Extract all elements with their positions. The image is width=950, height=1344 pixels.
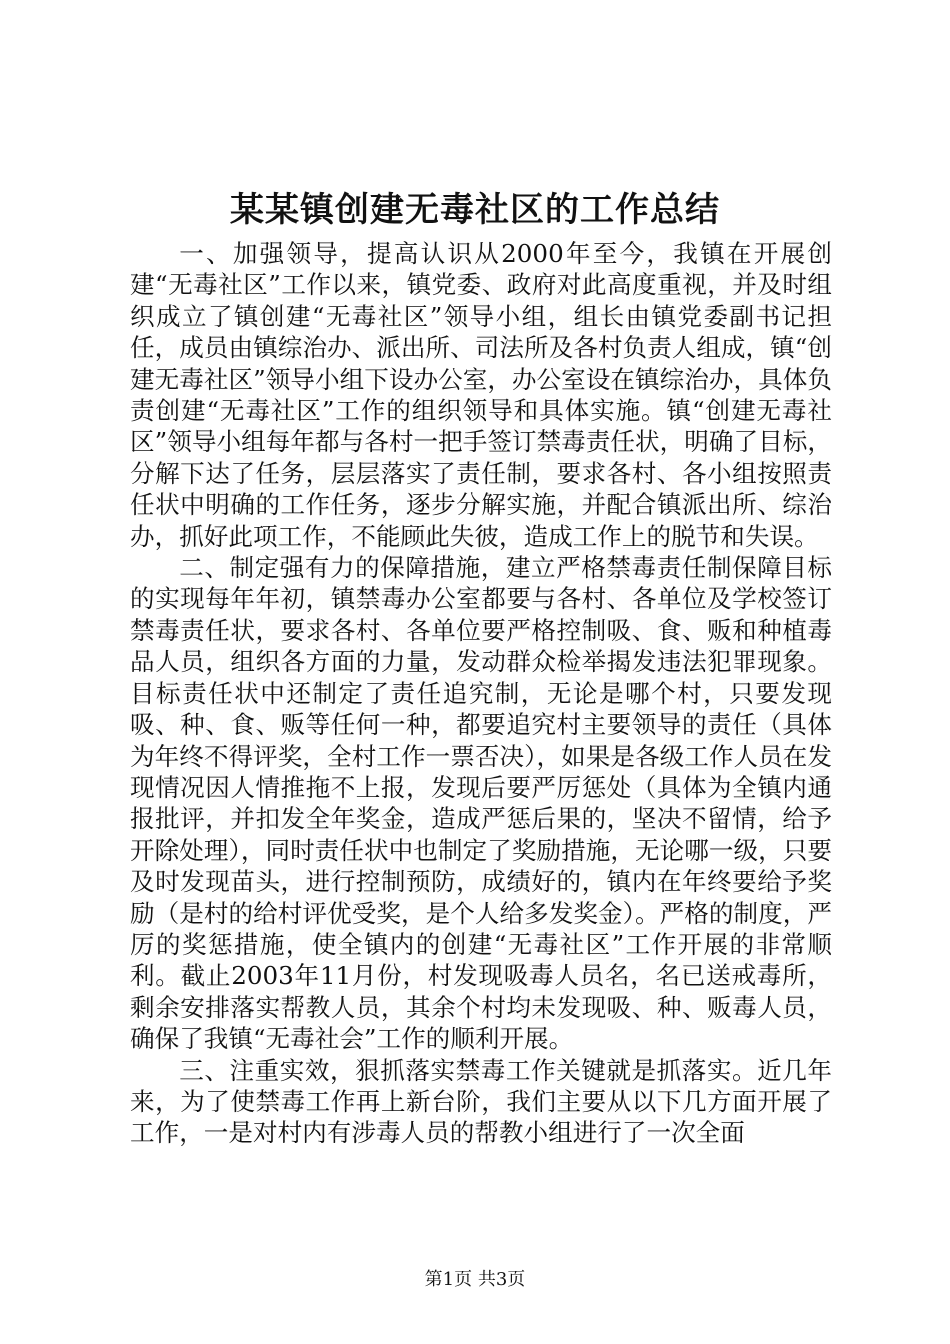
- document-title: 某某镇创建无毒社区的工作总结: [230, 190, 720, 230]
- page-number-footer: 第1页 共3页: [424, 1269, 526, 1290]
- document-body: [130, 238, 832, 1149]
- paragraph-2: 二、制定强有力的保障措施，建立严格禁毒责任制保障目标的实现每年年初，镇禁毒办公室都要与各村、各单位及学校签订禁毒责任状，要求各村、各单位要严格控制吸、食、贩和种植毒品人员，组织各方面的力量，发动群众检举揭发违法犯罪现象。目标责任状中还制定了责任追究制，无论是哪个村，只要发现吸、种、食、贩等任何一种，都要追究村主要领导的责任（具体为年终不得评奖，全村工作一票否决），如果是各级工作人员在发现情况因人情推拖不上报，发现后要严厉惩处（具体为全镇内通报批评，并扣发全年奖金，造成严惩后果的，坚决不留情，给予开除处理），同时责任状中也制定了奖励措施，无论哪一级，只要及时发现苗头，进行控制预防，成绩好的，镇内在年终要给予奖励（是村的给村评优受奖，是个人给多发奖金）。严格的制度，严厉的奖惩措施，使全镇内的创建“无毒社区”工作开展的非常顺利。截止2003年11月份，村发现吸毒人员名，名已送戒毒所，剩余安排落实帮教人员，其余个村均未发现吸、种、贩毒人员，确保了我镇“无毒社会”工作的顺利开展。: [130, 553, 832, 1054]
- paragraph-3: 三、注重实效，狠抓落实禁毒工作关键就是抓落实。近几年来，为了使禁毒工作再上新台阶，我们主要从以下几方面开展了工作，一是对村内有涉毒人员的帮教小组进行了一次全面: [130, 1055, 832, 1148]
- paragraph-1: 一、加强领导，提高认识从2000年至今，我镇在开展创建“无毒社区”工作以来，镇党委、政府对此高度重视，并及时组织成立了镇创建“无毒社区”领导小组，组长由镇党委副书记担任，成员由镇综治办、派出所、司法所及各村负责人组成，镇“创建无毒社区”领导小组下设办公室，办公室设在镇综治办，具体负责创建“无毒社区”工作的组织领导和具体实施。镇“创建无毒社区”领导小组每年都与各村一把手签订禁毒责任状，明确了目标，分解下达了任务，层层落实了责任制，要求各村、各小组按照责任状中明确的工作任务，逐步分解实施，并配合镇派出所、综治办，抓好此项工作，不能顾此失彼，造成工作上的脱节和失误。: [130, 239, 832, 551]
